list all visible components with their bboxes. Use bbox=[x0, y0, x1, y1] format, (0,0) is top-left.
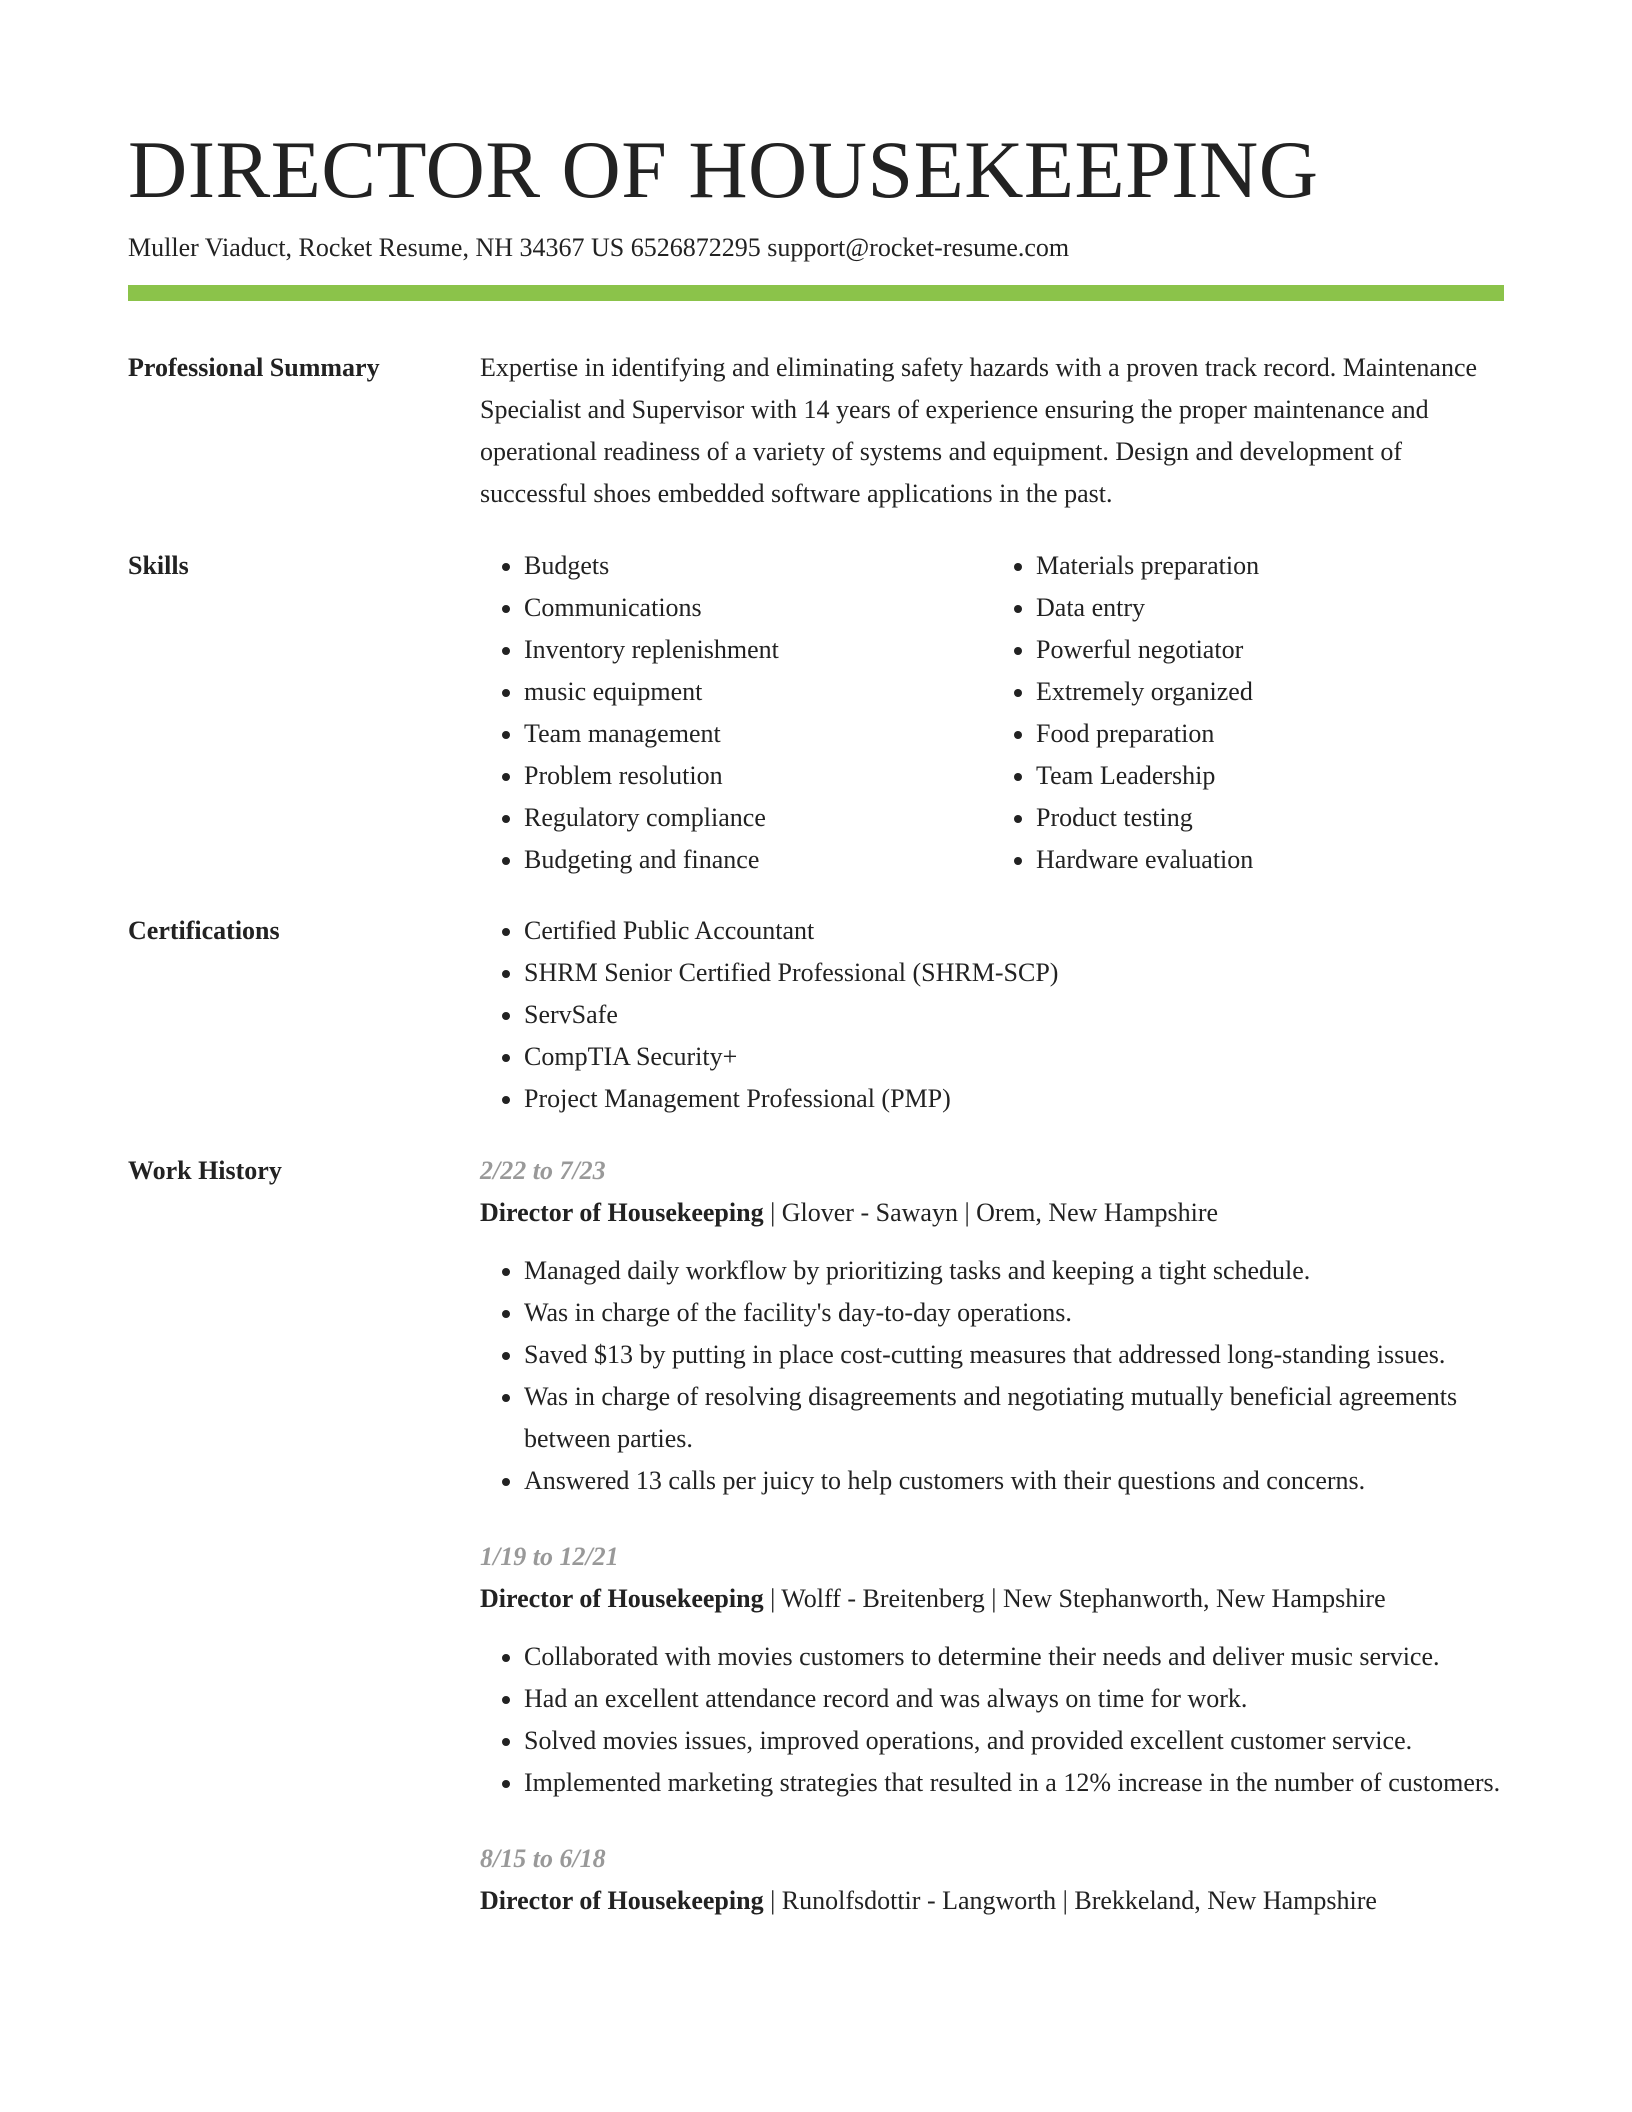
job-title: Director of Housekeeping bbox=[480, 1886, 764, 1915]
job-bullet: • Had an excellent attendance record and was always on time for work. bbox=[524, 1678, 1504, 1720]
skills-list-right bbox=[992, 545, 1504, 881]
skill-item: • Budgets bbox=[524, 545, 992, 587]
job-dates: 2/22 to 7/23 bbox=[480, 1156, 606, 1185]
job-bullets bbox=[480, 1636, 1504, 1804]
job-bullet: • Managed daily workflow by prioritizing tasks and keeping a tight schedule. bbox=[524, 1250, 1504, 1292]
job-dates: 1/19 to 12/21 bbox=[480, 1542, 619, 1571]
resume-title: DIRECTOR OF HOUSEKEEPING bbox=[128, 124, 1319, 215]
job-details: | Wolff - Breitenberg | New Stephanworth, New Hampshire bbox=[763, 1584, 1386, 1613]
skill-item: • Data entry bbox=[1036, 587, 1504, 629]
job-entry bbox=[480, 1150, 1504, 1502]
certifications-body bbox=[480, 910, 1504, 1120]
job-heading bbox=[480, 1578, 1504, 1620]
job-details: | Runolfsdottir - Langworth | Brekkeland, New Hampshire bbox=[763, 1886, 1377, 1915]
work-history-body bbox=[480, 1150, 1504, 1956]
header-divider bbox=[128, 285, 1504, 301]
skill-item: • Communications bbox=[524, 587, 992, 629]
contact-line: Muller Viaduct, Rocket Resume, NH 34367 US 6526872295 support@rocket-resume.com bbox=[128, 233, 1070, 262]
skill-item: • Materials preparation bbox=[1036, 545, 1504, 587]
job-bullets bbox=[480, 1250, 1504, 1502]
skill-item: • Product testing bbox=[1036, 797, 1504, 839]
skills-body bbox=[480, 545, 1504, 881]
job-bullet: • Was in charge of resolving disagreements and negotiating mutually beneficial agreements between parties. bbox=[524, 1376, 1504, 1460]
skill-item: • music equipment bbox=[524, 671, 992, 713]
certification-item: • SHRM Senior Certified Professional (SHRM-SCP) bbox=[524, 952, 1504, 994]
skill-item: • Powerful negotiator bbox=[1036, 629, 1504, 671]
job-title: Director of Housekeeping bbox=[480, 1584, 764, 1613]
job-heading bbox=[480, 1192, 1504, 1234]
skill-item: • Budgeting and finance bbox=[524, 839, 992, 881]
skills-list-left bbox=[480, 545, 992, 881]
job-bullet: • Collaborated with movies customers to determine their needs and deliver music service. bbox=[524, 1636, 1504, 1678]
certifications-heading: Certifications bbox=[128, 916, 280, 945]
job-entry bbox=[480, 1536, 1504, 1804]
job-dates: 8/15 to 6/18 bbox=[480, 1844, 606, 1873]
summary-text: Expertise in identifying and eliminating safety hazards with a proven track record. Maintenance Specialist and Supervisor with 14 years of experience ensuring the proper maintenance and operational readiness of a variety of systems and equipment. Design and development of successful shoes embedded software applications in the past. bbox=[480, 353, 1478, 508]
job-bullet: • Solved movies issues, improved operations, and provided excellent customer service. bbox=[524, 1720, 1504, 1762]
skill-item: • Team management bbox=[524, 713, 992, 755]
job-title: Director of Housekeeping bbox=[480, 1198, 764, 1227]
skill-item: • Team Leadership bbox=[1036, 755, 1504, 797]
certification-item: • ServSafe bbox=[524, 994, 1504, 1036]
summary-heading: Professional Summary bbox=[128, 353, 380, 382]
skill-item: • Regulatory compliance bbox=[524, 797, 992, 839]
certification-item: • CompTIA Security+ bbox=[524, 1036, 1504, 1078]
certifications-list bbox=[480, 910, 1504, 1120]
skill-item: • Extremely organized bbox=[1036, 671, 1504, 713]
job-bullet: • Implemented marketing strategies that resulted in a 12% increase in the number of customers. bbox=[524, 1762, 1504, 1804]
work-history-heading: Work History bbox=[128, 1156, 282, 1185]
skill-item: • Food preparation bbox=[1036, 713, 1504, 755]
job-bullet: • Was in charge of the facility's day-to-day operations. bbox=[524, 1292, 1504, 1334]
skill-item: • Problem resolution bbox=[524, 755, 992, 797]
skill-item: • Hardware evaluation bbox=[1036, 839, 1504, 881]
certification-item: • Certified Public Accountant bbox=[524, 910, 1504, 952]
job-bullet: • Saved $13 by putting in place cost-cutting measures that addressed long-standing issues. bbox=[524, 1334, 1504, 1376]
job-details: | Glover - Sawayn | Orem, New Hampshire bbox=[763, 1198, 1219, 1227]
skill-item: • Inventory replenishment bbox=[524, 629, 992, 671]
summary-body bbox=[480, 347, 1504, 515]
job-entry bbox=[480, 1838, 1504, 1922]
skills-heading: Skills bbox=[128, 551, 189, 580]
certification-item: • Project Management Professional (PMP) bbox=[524, 1078, 1504, 1120]
skills-grid bbox=[480, 545, 1504, 881]
job-bullet: • Answered 13 calls per juicy to help customers with their questions and concerns. bbox=[524, 1460, 1504, 1502]
job-heading bbox=[480, 1880, 1504, 1922]
